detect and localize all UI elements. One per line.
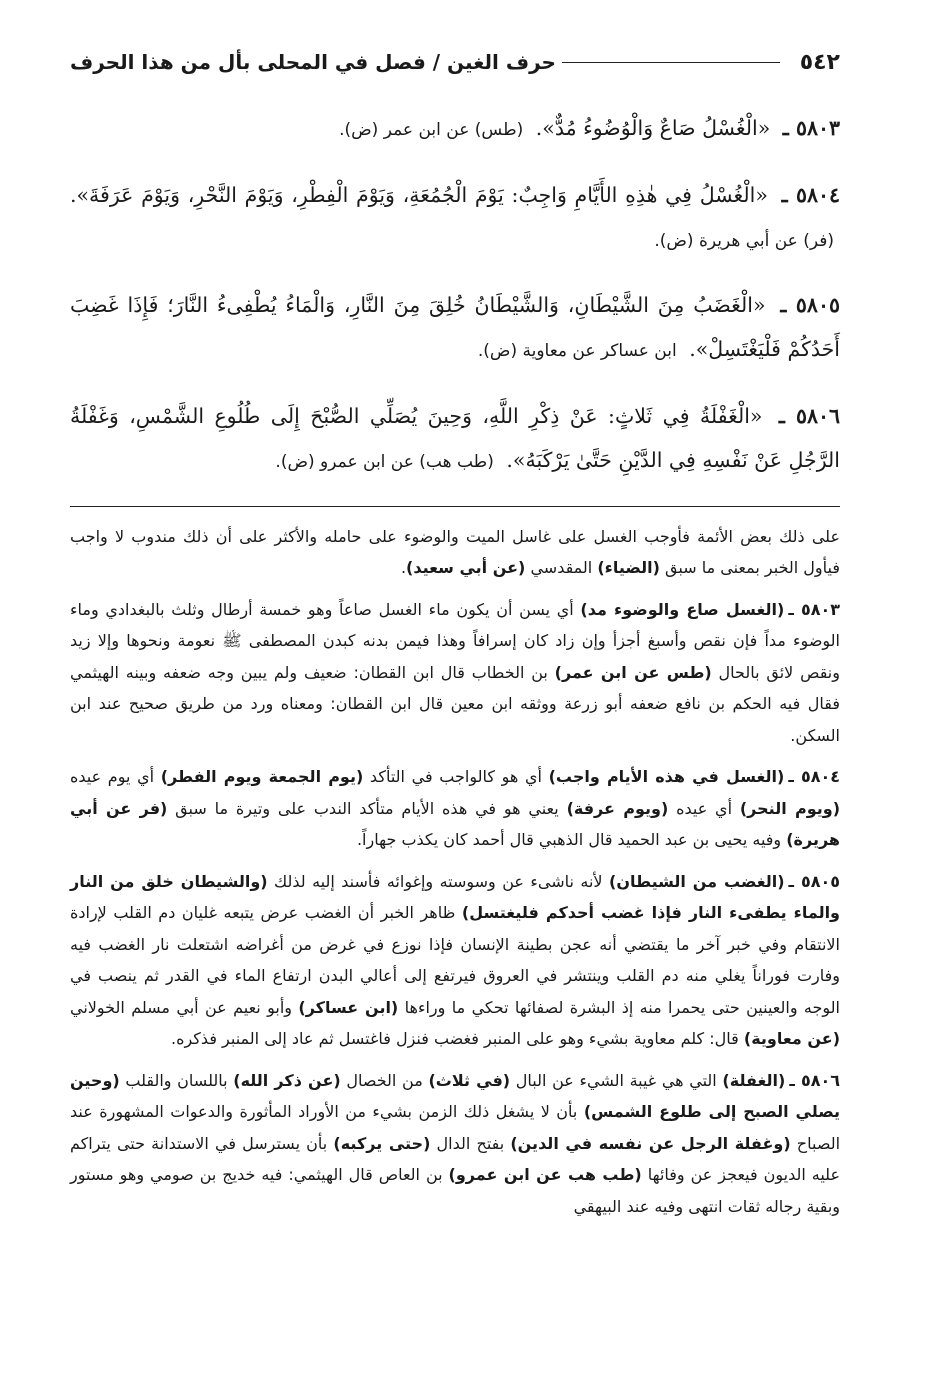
commentary-text: قال: كلم معاوية بشيء وهو على المنبر فغضب فنزل فاغتسل ثم عاد إلى المنبر فذكره. — [171, 1029, 744, 1048]
chapter-title: حرف الغين / فصل في المحلى بأل من هذا الحرف — [70, 50, 556, 74]
page-number: ٥٤٢ — [799, 49, 840, 75]
commentary-quote: (وحين يصلي الصبح إلى طلوع الشمس) — [70, 1070, 841, 1121]
book-page — [70, 40, 840, 1350]
commentary-5803 — [70, 594, 840, 752]
commentary-text: لأنه ناشىء عن وسوسته وإغوائه فأسند إليه لذلك — [267, 871, 609, 891]
commentary-quote: (والشيطان خلق من النار والماء يطفىء النار فإذا غضب أحدكم فليغتسل) — [70, 871, 840, 922]
running-header — [70, 40, 840, 84]
section-divider — [70, 506, 840, 507]
commentary-text: أي يسن أن يكون ماء الغسل صاعاً وهو خمسة أرطال وثلث بالبغدادي وماء الوضوء مداً فإن نقص وأسبغ أجزأ وإن زاد كان إسرافاً وهذا فيمن بدنه كبدن المصطفى ﷺ نعومة ونحوها وإلا زيد ونقص لائق بالحال — [70, 599, 840, 682]
commentary-text: يعني هو في هذه الأيام متأكد الندب على وتيرة ما سبق — [167, 798, 567, 818]
commentary-text: أي عيده — [668, 798, 740, 818]
commentary-number: ٥٨٠٤ ـ — [788, 767, 841, 786]
commentary-citation: (طس عن ابن عمر) — [554, 662, 712, 682]
commentary-text: على ذلك بعض الأئمة فأوجب الغسل على غاسل الميت والوضوء على حامله والأكثر على أن ذلك مندوب لا واجب فيأول الخبر بمعنى ما سبق — [70, 526, 840, 577]
hadith-source: (طس) عن ابن عمر (ض). — [339, 120, 524, 140]
hadith-5805 — [70, 283, 840, 373]
hadith-source: ابن عساكر عن معاوية (ض). — [477, 341, 677, 361]
commentary-text: وأبو نعيم عن أبي مسلم الخولاني — [70, 997, 299, 1017]
commentary-citation: (ابن عساكر) — [298, 997, 399, 1017]
hadith-number: ٥٨٠٦ ـ — [778, 403, 840, 428]
commentary-quote: (الغسل في هذه الأيام واجب) — [548, 767, 785, 786]
commentary-quote: (في ثلاث) — [428, 1070, 511, 1090]
commentary-text: ظاهر الخبر أن الغضب عرض يتبعه غليان دم القلب لإرادة الانتقام وفي خبر آخر ما يقتضي أنه عجن بطينة الإنسان فإذا نوزع في غرض من أغراضه اشتعلت نار الغضب فيه وفارت فوراناً يغلي منه دم القلب وينتشر في العروق فيرتفع إلى أعالي البدن ارتفاع الماء في القدر ثم ينصب في الوجه والعينين حتى يحمرا منه إذ البشرة لصفائها تحكي ما وراءها — [70, 903, 840, 1017]
hadith-5806 — [70, 394, 840, 484]
commentary-citation: (عن أبي سعيد) — [406, 558, 526, 577]
commentary-5805 — [70, 866, 840, 1055]
commentary-quote: (وغفلة الرجل عن نفسه في الدين) — [510, 1133, 791, 1153]
commentary-citation: (فر عن أبي هريرة) — [70, 798, 840, 849]
hadith-source: (طب هب) عن ابن عمرو (ض). — [275, 451, 494, 472]
hadith-text: «الْغُسْلُ صَاعٌ وَالْوُضُوءُ مُدٌّ». — [535, 116, 771, 140]
commentary-5806 — [70, 1065, 840, 1223]
commentary-number: ٥٨٠٥ ـ — [788, 871, 840, 891]
hadith-number: ٥٨٠٤ ـ — [781, 182, 840, 207]
commentary-citation: (عن معاوية) — [743, 1029, 840, 1048]
hadith-source: (فر) عن أبي هريرة (ض). — [654, 230, 834, 251]
commentary-text: بفتح الدال — [430, 1133, 511, 1153]
commentary-text: أي يوم عيده — [70, 767, 161, 786]
commentary-text: بأن لا يشغل ذلك الزمن بشيء من الأوراد المأثورة والدعوات المشهورة عند الصباح — [70, 1102, 841, 1153]
commentary-text: التي هي غيبة الشيء عن البال — [510, 1070, 723, 1090]
commentary-text: باللسان والقلب — [119, 1070, 234, 1090]
commentary-quote: (حتى يركبه) — [333, 1133, 431, 1153]
commentary-quote: (يوم الجمعة ويوم الفطر) — [160, 767, 364, 786]
commentary-text: بن الخطاب قال ابن القطان: ضعيف ولم يبين وجه ضعفه وبينه الهيثمي فقال فيه الحكم بن نافع ضعفه أبو زرعة ووثقه ابن معين قال ابن القطان: ومعناه ورد من طريق صحيح عند ابن السكن. — [70, 662, 840, 745]
hadith-5804 — [70, 173, 840, 263]
commentary-quote: (الغضب من الشيطان) — [609, 871, 785, 891]
commentary-number: ٥٨٠٦ ـ — [789, 1070, 841, 1090]
commentary-text: بأن يسترسل في الاستدانة حتى يتراكم عليه الديون فيعجز عن وفائها — [70, 1133, 840, 1184]
commentary-5804 — [70, 761, 840, 856]
commentary-text: المقدسي — [525, 558, 598, 577]
hadith-number: ٥٨٠٥ ـ — [780, 293, 840, 317]
commentary-citation: (طب هب عن ابن عمرو) — [448, 1165, 642, 1184]
hadith-text: «الْغَضَبُ مِنَ الشَّيْطَانِ، وَالشَّيْطَانُ خُلِقَ مِنَ النَّارِ، وَالْمَاءُ يُطْفِىءُ النَّارَ؛ فَإِذَا غَضِبَ أَحَدُكُمْ فَلْيَغْتَسِلْ». — [70, 293, 840, 361]
commentary-text: . — [400, 558, 407, 577]
commentary-text: أي هو كالواجب في التأكد — [363, 767, 549, 786]
commentary-quote: (الغفلة) — [722, 1070, 786, 1090]
hadith-text: «الْغَفْلَةُ فِي ثَلاثٍ: عَنْ ذِكْرِ اللَّهِ، وَحِينَ يُصَلِّي الصُّبْحَ إِلَى طُلُوعِ الشَّمْسِ، وَغَفْلَةُ الرَّجُلِ عَنْ نَفْسِهِ فِي الدَّيْنِ حَتَّىٰ يَرْكَبَهُ». — [70, 403, 840, 472]
commentary-text: وفيه يحيى بن عبد الحميد قال الذهبي قال أحمد كان يكذب جهاراً. — [356, 830, 787, 849]
commentary-text: من الخصال — [340, 1070, 429, 1090]
commentary-quote: (ويوم عرفة) — [566, 798, 669, 818]
commentary-text: بن العاص قال الهيثمي: فيه خديج بن صومي وهو مستور وبقية رجاله ثقات انتهى وفيه عند البيهقي — [70, 1165, 840, 1216]
commentary-citation: (الضياء) — [597, 558, 660, 577]
commentary — [70, 521, 840, 1223]
commentary-number: ٥٨٠٣ ـ — [788, 599, 841, 619]
commentary-quote: (ويوم النحر) — [739, 798, 841, 818]
hadith-number: ٥٨٠٣ ـ — [782, 116, 840, 140]
commentary-quote: (عن ذكر الله) — [233, 1070, 341, 1090]
commentary-intro — [70, 521, 840, 584]
header-rule — [562, 62, 780, 63]
hadith-list — [70, 106, 840, 484]
hadith-text: «الْغُسْلُ فِي هٰذِهِ الأَيَّامِ وَاجِبٌ: يَوْمَ الْجُمُعَةِ، وَيَوْمَ الْفِطْرِ، وَيَوْمَ النَّحْرِ، وَيَوْمَ عَرَفَةَ». — [70, 182, 768, 207]
commentary-quote: (الغسل صاع والوضوء مد) — [580, 599, 785, 619]
hadith-5803 — [70, 106, 840, 152]
